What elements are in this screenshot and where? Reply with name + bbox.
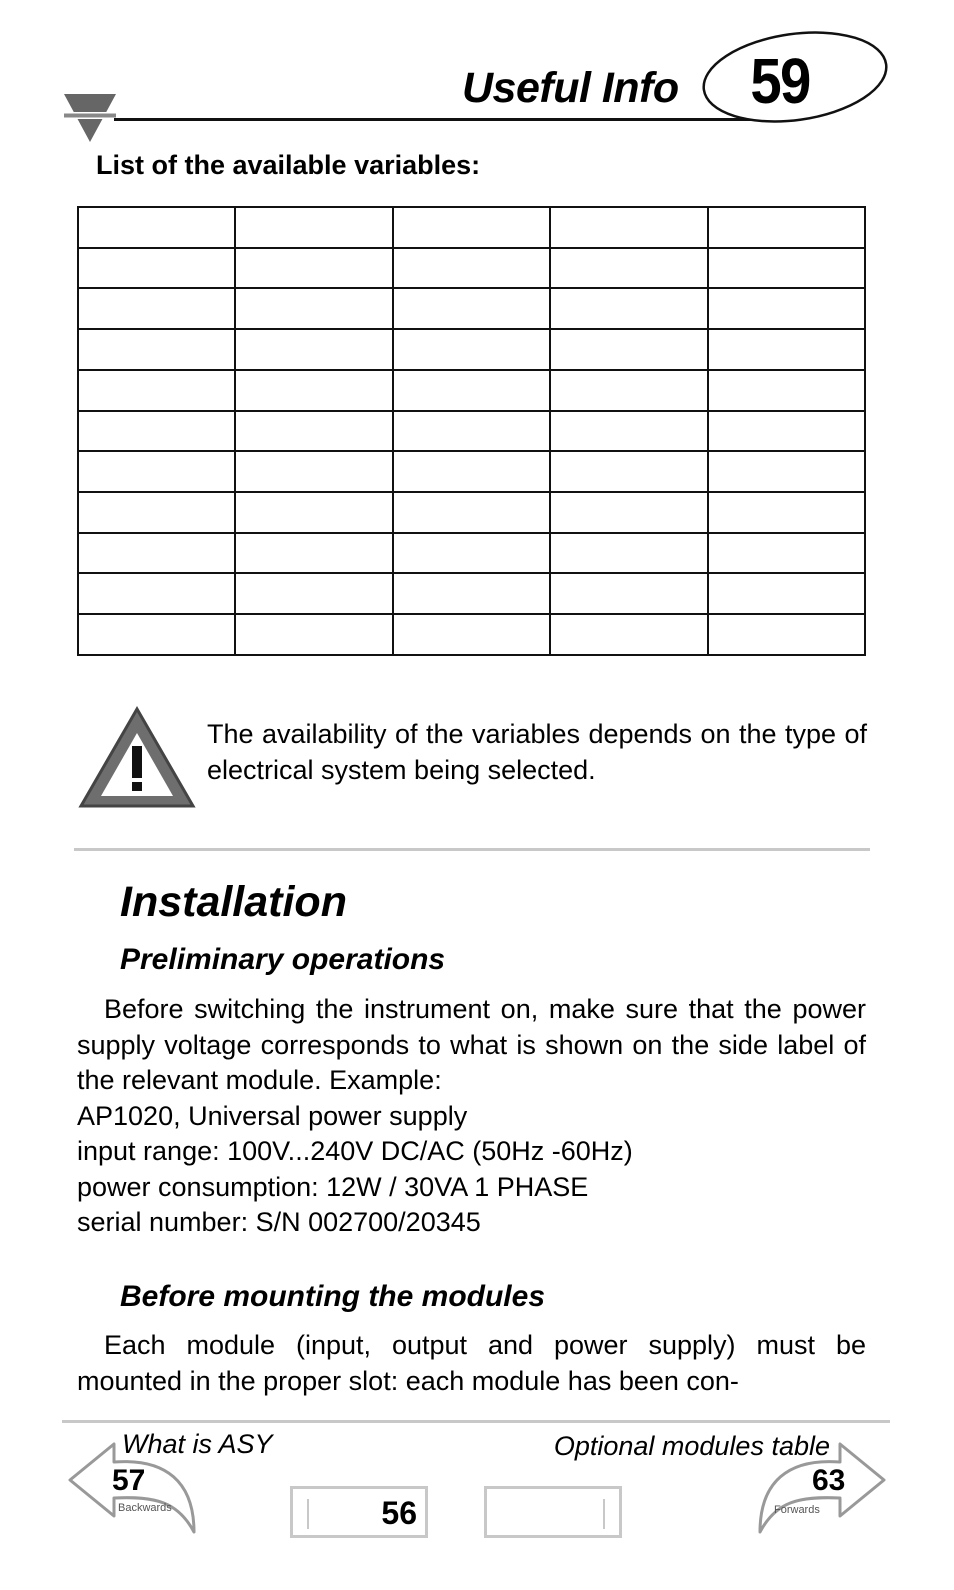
preliminary-line: input range: 100V...240V DC/AC (50Hz -60Hz) [77,1136,633,1166]
table-cell [393,207,550,248]
header-rule [114,118,754,121]
carlo-gavazzi-logo [62,92,118,144]
table-cell [393,248,550,289]
table-cell [78,451,235,492]
back-link-label[interactable]: What is ASY [122,1429,273,1459]
table-row [78,573,865,614]
table-cell [550,288,707,329]
preliminary-paragraph: Before switching the instrument on, make sure that the power supply voltage corresponds to what is shown on the side label of the relevant module. Example: [77,994,866,1095]
current-page-number: 56 [381,1495,417,1531]
warning-text: The availability of the variables depends on the type of electrical system being selected. [207,719,867,785]
table-row [78,207,865,248]
back-word: Backwards [118,1502,172,1514]
table-cell [393,573,550,614]
page-number: 59 [750,45,810,117]
table-cell [393,329,550,370]
table-cell [708,370,865,411]
table-cell [708,288,865,329]
table-cell [78,614,235,655]
table-row [78,288,865,329]
table-cell [78,288,235,329]
forward-page-number[interactable]: 63 [812,1464,846,1497]
preliminary-line: serial number: S/N 002700/20345 [77,1207,481,1237]
table-cell [235,451,392,492]
table-cell [393,492,550,533]
table-cell [550,451,707,492]
variables-heading: List of the available variables: [96,150,481,180]
table-row [78,411,865,452]
table-cell [393,614,550,655]
table-cell [78,573,235,614]
forward-word: Forwards [774,1504,820,1516]
table-row [78,614,865,655]
table-row [78,492,865,533]
table-cell [550,248,707,289]
installation-title: Installation [120,878,347,926]
table-cell [550,614,707,655]
page-title: Useful Info [462,64,679,112]
forward-link-label[interactable]: Optional modules table [553,1431,830,1461]
table-cell [550,411,707,452]
table-cell [78,533,235,574]
table-cell [550,533,707,574]
table-cell [393,533,550,574]
table-cell [235,207,392,248]
table-row [78,451,865,492]
mounting-paragraph: Each module (input, output and power supply) must be mounted in the proper slot: each module has been con- [77,1330,866,1396]
preliminary-heading: Preliminary operations [120,943,446,976]
table-cell [235,329,392,370]
table-cell [235,411,392,452]
table-cell [78,411,235,452]
table-cell [550,329,707,370]
box-tick [603,1499,605,1529]
table-cell [708,533,865,574]
table-cell [708,451,865,492]
table-cell [393,370,550,411]
table-cell [393,451,550,492]
box-tick [307,1499,309,1529]
footer-rule [62,1420,890,1423]
table-row [78,533,865,574]
mounting-text [77,1328,866,1399]
table-cell [235,492,392,533]
current-page-box [290,1486,428,1538]
preliminary-text [77,992,866,1241]
table-cell [393,288,550,329]
table-row [78,370,865,411]
mounting-heading: Before mounting the modules [120,1280,546,1313]
table-cell [708,614,865,655]
table-cell [708,573,865,614]
table-cell [78,370,235,411]
table-cell [708,207,865,248]
variables-table [77,206,866,656]
empty-page-box [484,1486,622,1538]
table-cell [78,207,235,248]
table-cell [708,248,865,289]
section-divider [74,848,870,851]
table-cell [78,329,235,370]
table-cell [393,411,550,452]
table-cell [235,573,392,614]
table-cell [550,492,707,533]
table-cell [78,492,235,533]
table-cell [235,614,392,655]
preliminary-line: power consumption: 12W / 30VA 1 PHASE [77,1171,589,1202]
table-cell [78,248,235,289]
table-cell [235,288,392,329]
warning-triangle-icon [78,706,196,810]
table-cell [550,370,707,411]
table-cell [708,329,865,370]
table-cell [235,370,392,411]
back-page-number[interactable]: 57 [112,1464,146,1497]
table-row [78,248,865,289]
table-row [78,329,865,370]
table-cell [235,533,392,574]
table-cell [708,492,865,533]
table-cell [550,573,707,614]
table-cell [235,248,392,289]
preliminary-line: AP1020, Universal power supply [77,1100,468,1131]
table-cell [708,411,865,452]
table-cell [550,207,707,248]
